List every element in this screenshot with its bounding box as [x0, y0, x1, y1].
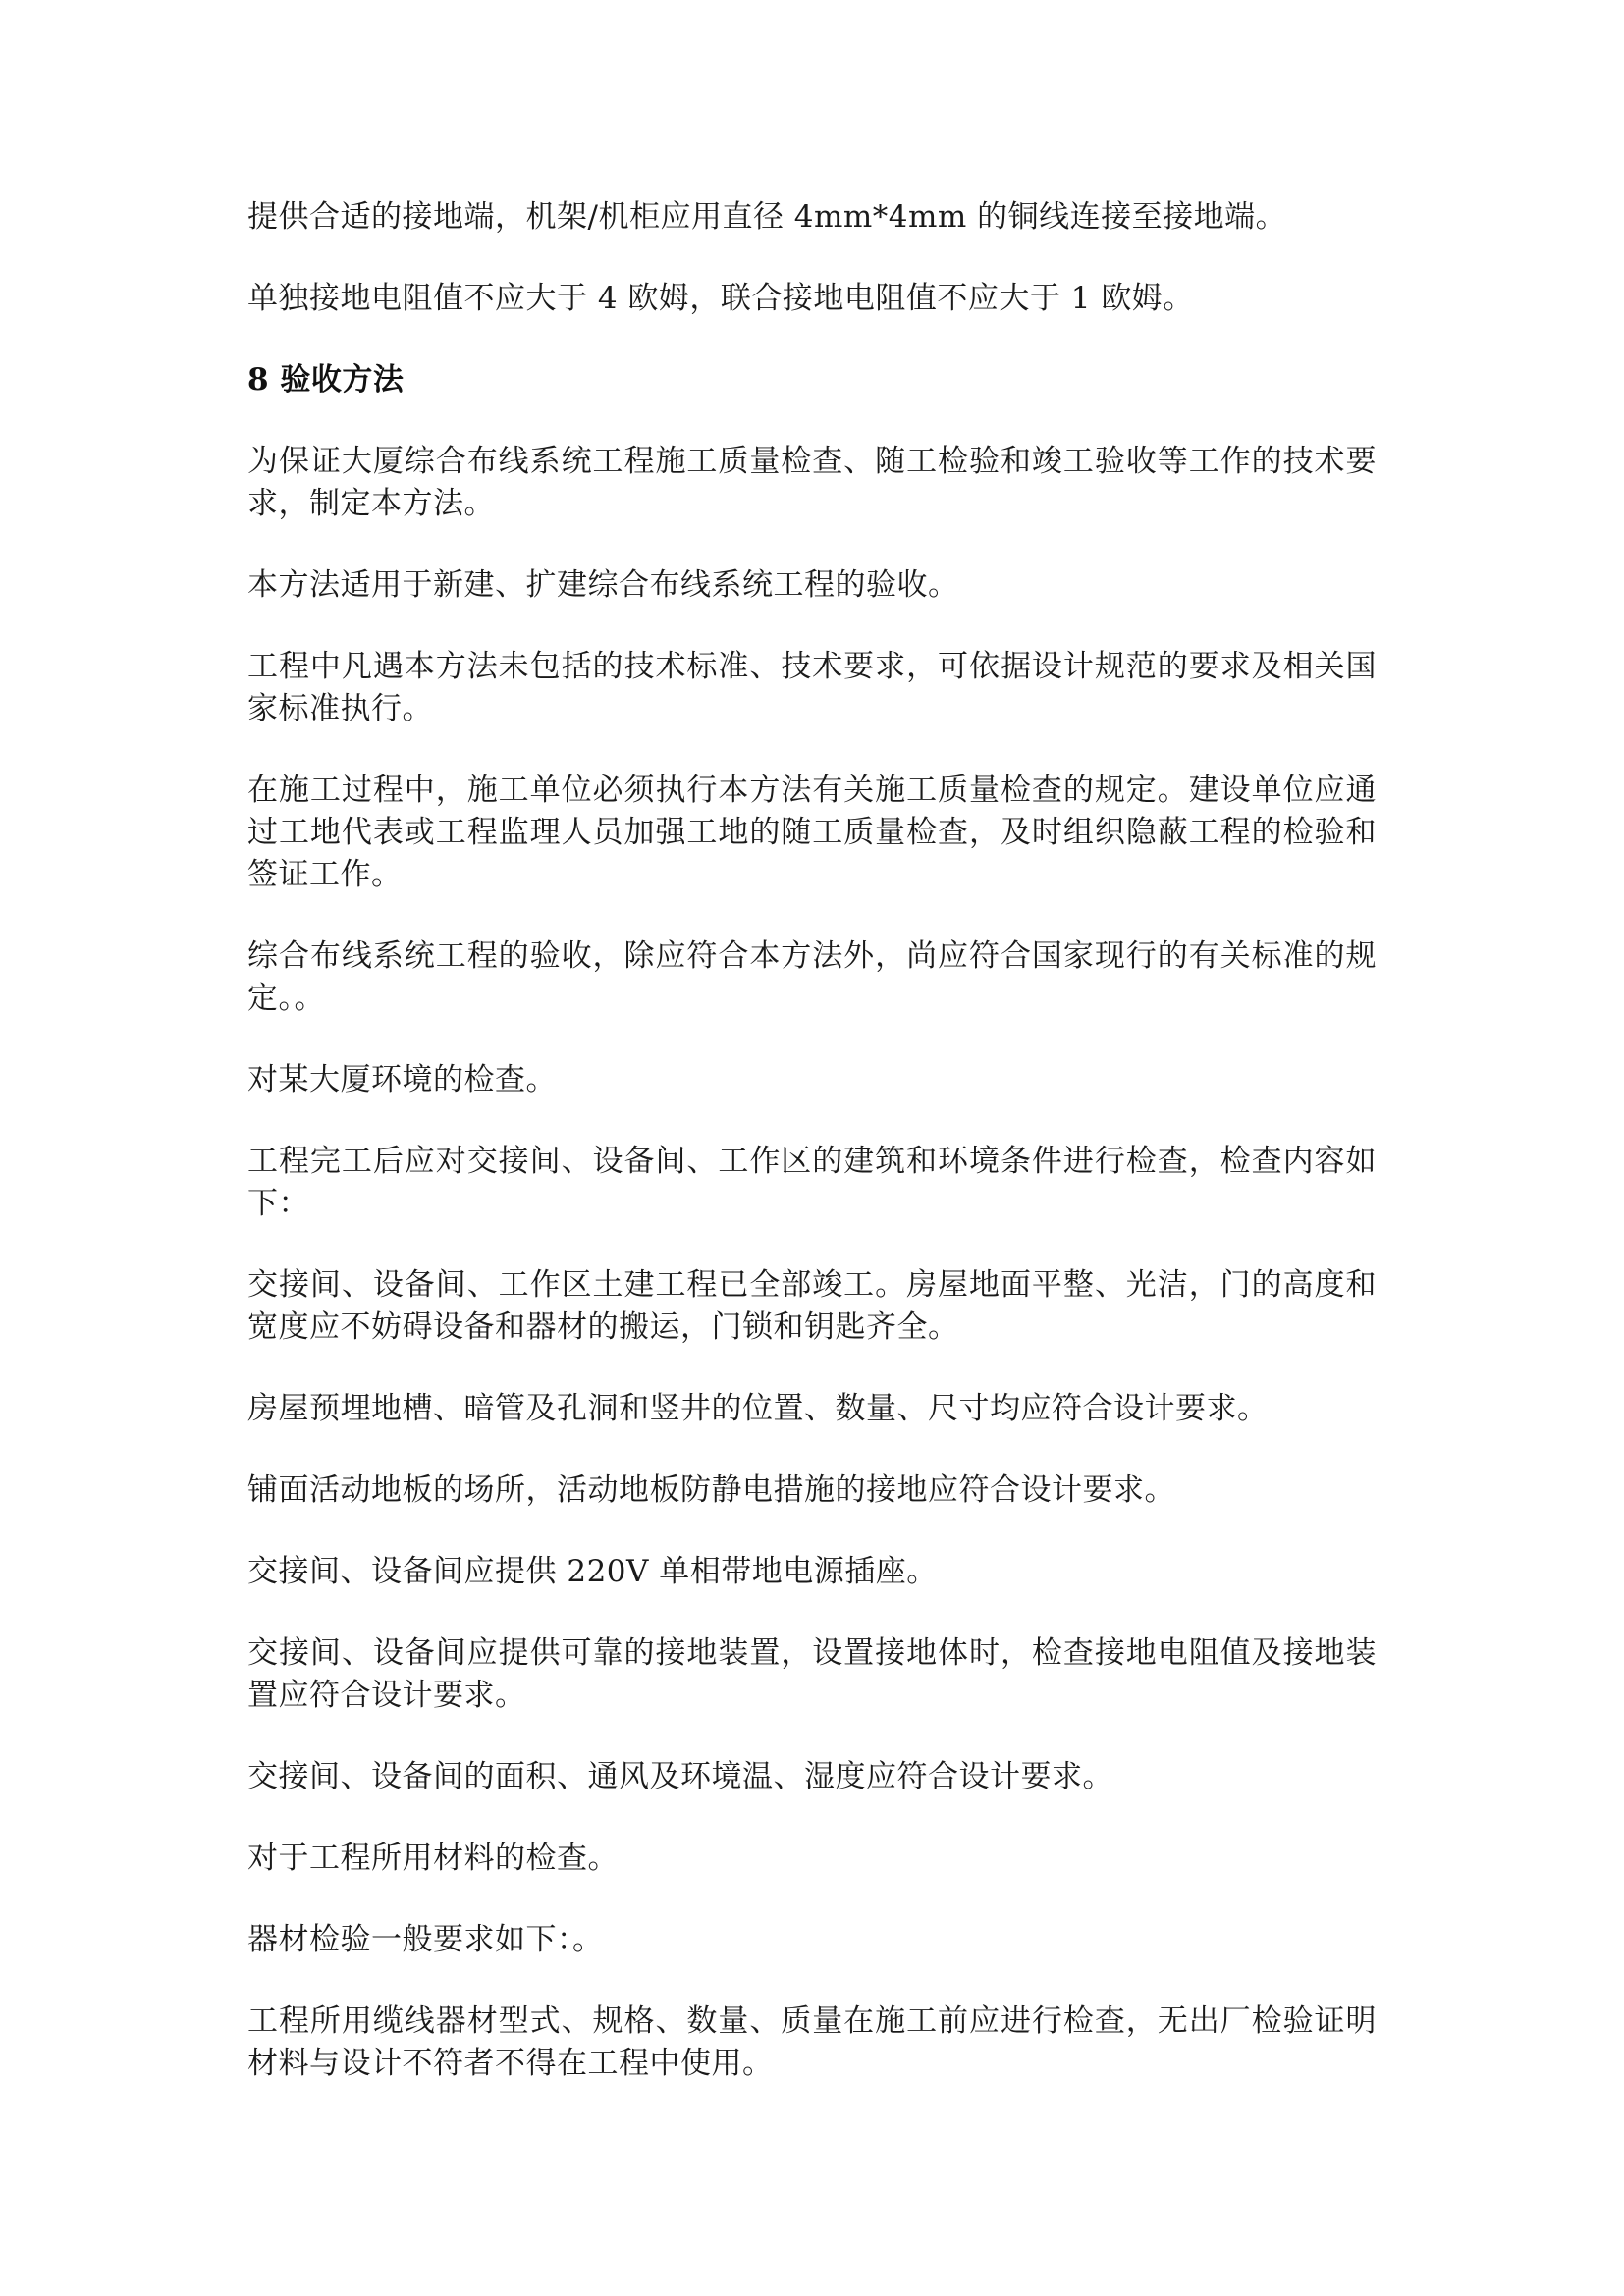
- paragraph: 对于工程所用材料的检查。: [247, 1841, 619, 1876]
- paragraph: 交接间、设备间、工作区土建工程已全部竣工。房屋地面平整、光洁，门的高度和宽度应不妨碍设备和器材的搬运，门锁和钥匙齐全。: [247, 1267, 1377, 1345]
- paragraph: 工程中凡遇本方法未包括的技术标准、技术要求，可依据设计规范的要求及相关国家标准执行。: [247, 649, 1377, 726]
- paragraph: 交接间、设备间的面积、通风及环境温、湿度应符合设计要求。: [247, 1759, 1113, 1794]
- paragraph: 综合布线系统工程的验收，除应符合本方法外，尚应符合国家现行的有关标准的规定。。: [247, 938, 1377, 1016]
- paragraph-grounding-resistance: 单独接地电阻值不应大于 4 欧姆，联合接地电阻值不应大于 1 欧姆。: [247, 281, 1194, 316]
- paragraph: 交接间、设备间应提供可靠的接地装置，设置接地体时，检查接地电阻值及接地装置应符合设计要求。: [247, 1635, 1377, 1713]
- paragraph-grounding-terminal: 提供合适的接地端，机架/机柜应用直径 4mm*4mm 的铜线连接至接地端。: [247, 199, 1287, 235]
- paragraph: 交接间、设备间应提供 220V 单相带地电源插座。: [247, 1554, 938, 1589]
- document-body: [247, 196, 1377, 2124]
- paragraph: 房屋预埋地槽、暗管及孔洞和竖井的位置、数量、尺寸均应符合设计要求。: [247, 1391, 1269, 1426]
- paragraph: 器材检验一般要求如下：。: [247, 1922, 604, 1957]
- paragraph: 工程完工后应对交接间、设备间、工作区的建筑和环境条件进行检查，检查内容如下：: [247, 1144, 1377, 1221]
- paragraph: 对某大厦环境的检查。: [247, 1062, 557, 1097]
- paragraph: 为保证大厦综合布线系统工程施工质量检查、随工检验和竣工验收等工作的技术要求，制定本方法。: [247, 444, 1377, 521]
- section-heading: 8 验收方法: [247, 362, 405, 398]
- paragraph: 工程所用缆线器材型式、规格、数量、质量在施工前应进行检查，无出厂检验证明材料与设计不符者不得在工程中使用。: [247, 2003, 1377, 2081]
- paragraph: 铺面活动地板的场所，活动地板防静电措施的接地应符合设计要求。: [247, 1472, 1175, 1508]
- paragraph: 在施工过程中，施工单位必须执行本方法有关施工质量检查的规定。建设单位应通过工地代表或工程监理人员加强工地的随工质量检查，及时组织隐蔽工程的检验和签证工作。: [247, 773, 1377, 892]
- paragraph: 本方法适用于新建、扩建综合布线系统工程的验收。: [247, 567, 959, 603]
